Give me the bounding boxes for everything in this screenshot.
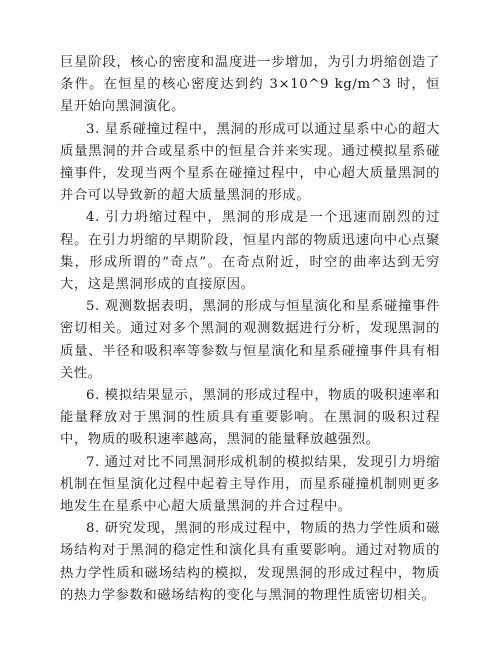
paragraph-continuation: 巨星阶段，核心的密度和温度进一步增加，为引力坍缩创造了条件。在恒星的核心密度达到约 3×10^9 kg/m^3 时，恒星开始向黑洞演化。 xyxy=(60,55,440,115)
paragraph-3-galaxy-collision: 3. 星系碰撞过程中，黑洞的形成可以通过星系中心的超大质量黑洞的并合或星系中的恒星合并来实现。通过模拟星系碰撞事件，发现当两个星系在碰撞过程中，中心超大质量黑洞的并合可以导致新的超大质量黑洞的形成。 xyxy=(60,121,440,204)
paragraph-7-mechanism-comparison: 7. 通过对比不同黑洞形成机制的模拟结果，发现引力坍缩机制在恒星演化过程中起着主导作用，而星系碰撞机制则更多地发生在星系中心超大质量黑洞的并合过程中。 xyxy=(60,454,440,515)
paragraph-4-gravitational-collapse: 4. 引力坍缩过程中，黑洞的形成是一个迅速而剧烈的过程。在引力坍缩的早期阶段，恒星内部的物质迅速向中心点聚集，形成所谓的“奇点”。在奇点附近，时空的曲率达到无穷大，这是黑洞形成的直接原因。 xyxy=(60,210,440,293)
paragraph-8-research-findings: 8. 研究发现，黑洞的形成过程中，物质的热力学性质和磁场结构对于黑洞的稳定性和演化具有重要影响。通过对物质的热力学性质和磁场结构的模拟，发现黑洞的形成过程中，物质的热力学参数和磁场结构的变化与黑洞的物理性质密切相关。 xyxy=(60,521,440,603)
paragraph-6-simulation-results: 6. 模拟结果显示，黑洞的形成过程中，物质的吸积速率和能量释放对于黑洞的性质具有重要影响。在黑洞的吸积过程中，物质的吸积速率越高，黑洞的能量释放越强烈。 xyxy=(60,388,440,448)
paragraph-5-observation-data: 5. 观测数据表明，黑洞的形成与恒星演化和星系碰撞事件密切相关。通过对多个黑洞的观测数据进行分析，发现黑洞的质量、半径和吸积率等参数与恒星演化和星系碰撞事件具有相关性。 xyxy=(60,299,440,381)
